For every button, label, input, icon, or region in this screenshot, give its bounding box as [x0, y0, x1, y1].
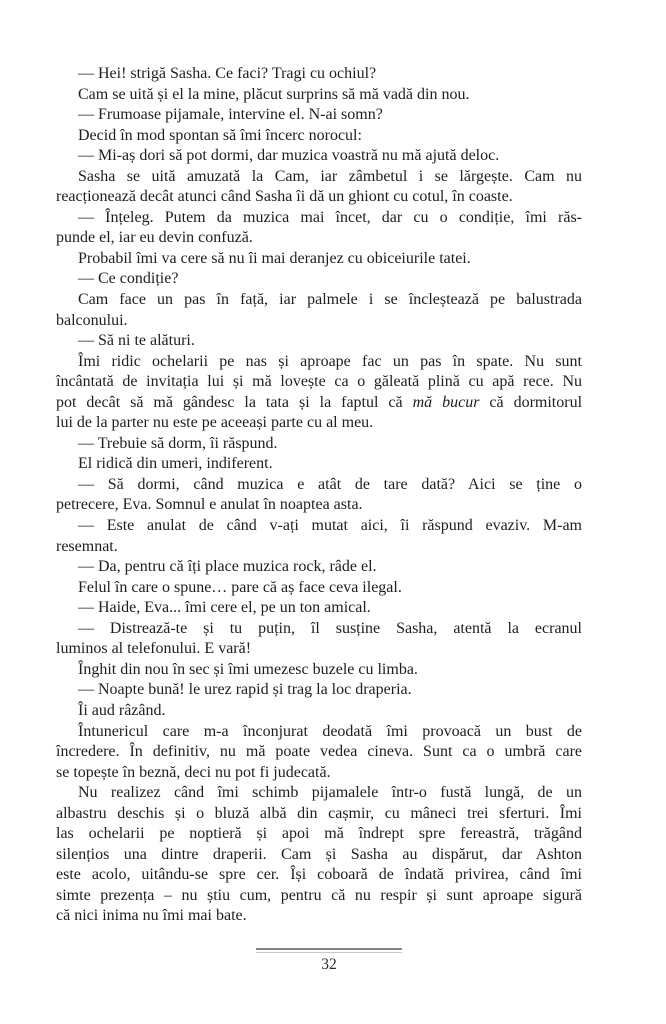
- text-line: este acolo, uitându-se spre cer. Își coboară de îndată privirea, când îmi: [56, 866, 582, 884]
- text-line: punde el, iar eu devin confuză.: [56, 229, 253, 247]
- page-footer: [256, 948, 402, 974]
- text-line: Felul în care o spune… pare că aș face ceva ilegal.: [78, 578, 402, 596]
- text-line: Nu realizez când îmi schimb pijamalele într-o fustă lungă, de un: [78, 784, 582, 802]
- text-line: că nici inima nu îmi mai bate.: [56, 907, 247, 925]
- text-line: petrecere, Eva. Somnul e anulat în noaptea asta.: [56, 496, 363, 514]
- text-line: — Frumoase pijamale, intervine el. N-ai somn?: [78, 106, 383, 124]
- paragraph: [56, 680, 582, 701]
- text-line: — Noapte bună! le urez rapid și trag la loc draperia.: [78, 681, 412, 699]
- paragraph: [56, 701, 582, 722]
- paragraph: [56, 722, 582, 784]
- text-line: Cam se uită și el la mine, plăcut surprins să mă vadă din nou.: [78, 85, 470, 103]
- text-line: — Înțeleg. Putem da muzica mai încet, dar cu o condiție, îmi răs-: [78, 208, 582, 226]
- paragraph: [56, 475, 582, 516]
- text-line: — Să ni te alături.: [78, 332, 195, 350]
- paragraph: [56, 269, 582, 290]
- text-line: silențios una dintre draperii. Cam și Sasha au dispărut, dar Ashton: [56, 845, 582, 863]
- paragraph: [56, 167, 582, 208]
- paragraph: [56, 105, 582, 126]
- paragraph: [56, 434, 582, 455]
- text-line: las ochelarii pe noptieră și apoi mă îndrept spre fereastră, trăgând: [56, 825, 582, 843]
- text-line: Îi aud râzând.: [78, 701, 166, 719]
- text-line: se topește în beznă, deci nu pot fi judecată.: [56, 763, 331, 781]
- paragraph: [56, 64, 582, 85]
- body-text: [56, 64, 582, 927]
- text-line: Decid în mod spontan să îmi încerc norocul:: [78, 126, 362, 144]
- text-line: — Este anulat de când v-ați mutat aici, îi răspund evaziv. M-am: [78, 517, 582, 535]
- text-line: Probabil îmi va cere să nu îi mai deranjez cu obiceiurile tatei.: [78, 249, 471, 267]
- paragraph: [56, 85, 582, 106]
- page-number: 32: [321, 956, 337, 973]
- text-line: Îmi ridic ochelarii pe nas și aproape fac un pas în spate. Nu sunt: [78, 352, 582, 370]
- text-line: resemnat.: [56, 537, 118, 555]
- text-line: lui de la parter nu este pe aceeași parte cu al meu.: [56, 414, 374, 432]
- paragraph: [56, 331, 582, 352]
- text-line: albastru deschis și o bluză albă din cașmir, cu mâneci trei sferturi. Îmi: [56, 804, 582, 822]
- paragraph: [56, 208, 582, 249]
- text-line: — Hei! strigă Sasha. Ce faci? Tragi cu ochiul?: [78, 65, 377, 82]
- text-line: — Da, pentru că îți place muzica rock, râde el.: [78, 558, 377, 576]
- text-line: — Ce condiție?: [78, 270, 179, 288]
- text-line: simte prezența – nu știu cum, pentru că nu respir și sunt aproape sigură: [56, 886, 582, 904]
- text-line: Cam face un pas în față, iar palmele i se încleștează pe balustrada: [78, 291, 582, 309]
- text-line: — Trebuie să dorm, îi răspund.: [78, 434, 278, 452]
- italic-phrase: mă bucur: [412, 393, 480, 411]
- paragraph: [56, 660, 582, 681]
- paragraph: [56, 516, 582, 557]
- text-line: pot decât să mă gândesc la tata și la faptul că mă bucur că dormitorul: [56, 393, 583, 411]
- text-line: El ridică din umeri, indiferent.: [78, 455, 273, 473]
- footer-rule: [256, 948, 402, 953]
- text-line: balconului.: [56, 311, 128, 329]
- text-line: reacționează decât atunci când Sasha îi dă un ghiont cu cotul, în coaste.: [56, 188, 513, 206]
- text-line: — Haide, Eva... îmi cere el, pe un ton amical.: [78, 599, 371, 617]
- paragraph: [56, 598, 582, 619]
- paragraph: [56, 619, 582, 660]
- paragraph: [56, 578, 582, 599]
- paragraph: [56, 352, 582, 434]
- text-line: — Să dormi, când muzica e atât de tare dată? Aici se ține o: [78, 475, 582, 493]
- text-line: Sasha se uită amuzată la Cam, iar zâmbetul i se lărgește. Cam nu: [78, 167, 582, 185]
- paragraph: [56, 454, 582, 475]
- text-line: încredere. În definitiv, nu mă poate vedea cineva. Sunt ca o umbră care: [56, 743, 582, 761]
- text-line: luminos al telefonului. E vară!: [56, 640, 252, 658]
- paragraph: [56, 249, 582, 270]
- text-line: — Mi-aș dori să pot dormi, dar muzica voastră nu mă ajută deloc.: [78, 147, 500, 165]
- text-line: Înghit din nou în sec și îmi umezesc buzele cu limba.: [78, 660, 418, 678]
- text-line: — Distrează-te și tu puțin, îl susține Sasha, atentă la ecranul: [78, 619, 582, 637]
- paragraph: [56, 783, 582, 927]
- text-line: încântată de invitația lui și mă lovește ca o găleată plină cu apă rece. Nu: [56, 373, 582, 391]
- paragraph: [56, 146, 582, 167]
- paragraph: [56, 290, 582, 331]
- paragraph: [56, 557, 582, 578]
- text-line: Întunericul care m-a înconjurat deodată îmi provoacă un bust de: [78, 722, 582, 740]
- paragraph: [56, 126, 582, 147]
